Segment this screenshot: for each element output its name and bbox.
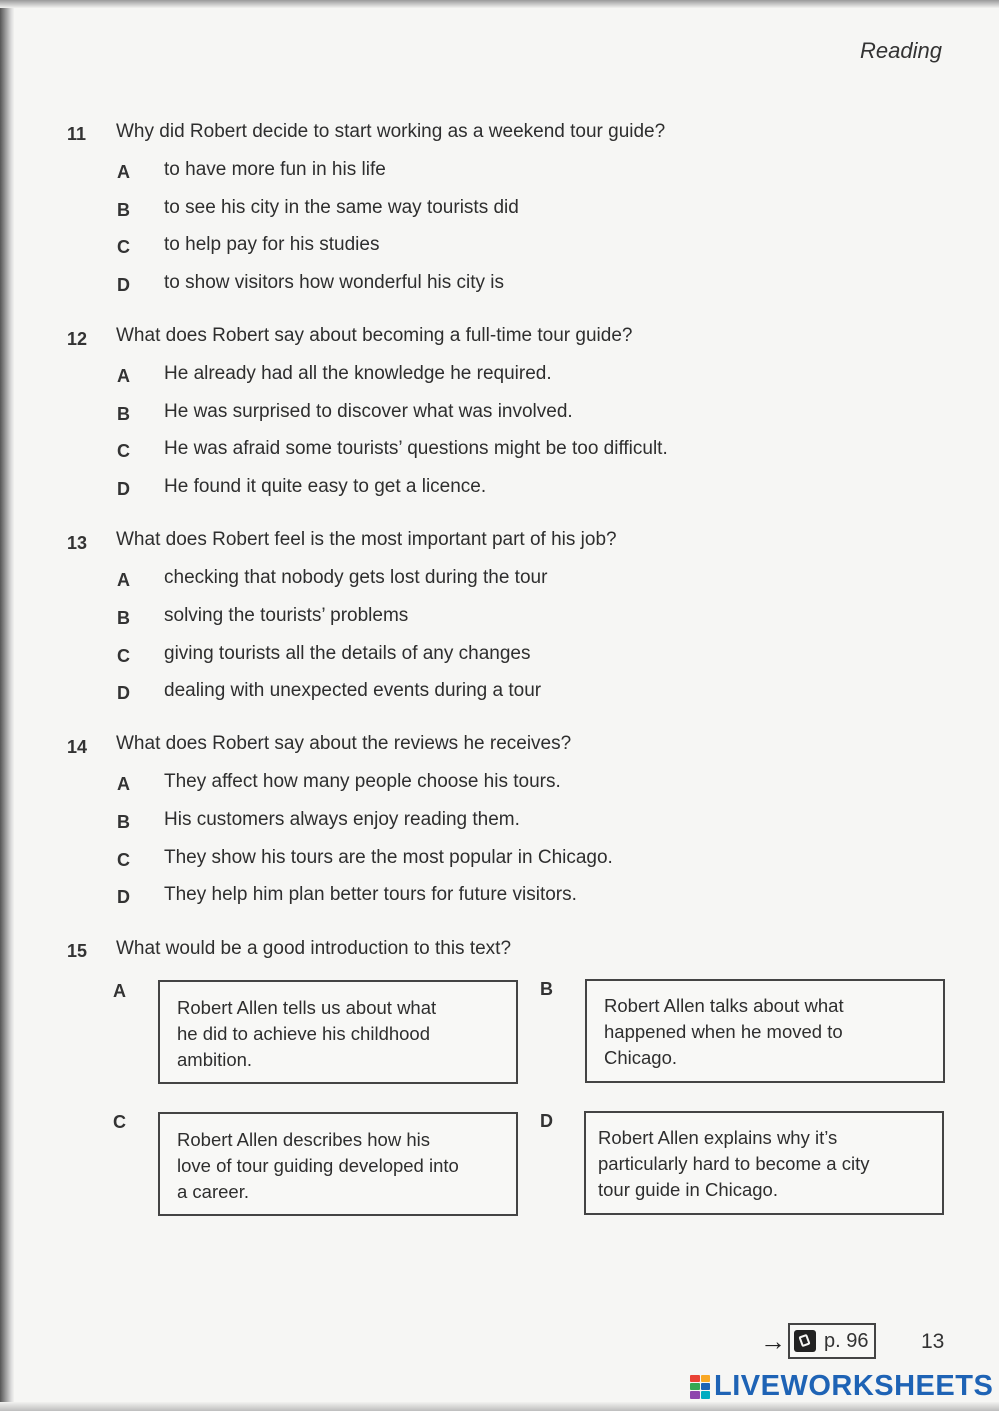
option-letter[interactable]: B [117,608,130,628]
option-text[interactable]: He was afraid some tourists’ questions might be too difficult. [164,438,668,459]
intro-box-d[interactable] [584,1111,944,1215]
intro-box-c[interactable] [158,1112,518,1216]
option-letter[interactable]: A [117,570,130,590]
book-icon [794,1330,816,1352]
option-letter[interactable]: D [117,887,130,907]
option-text[interactable]: to show visitors how wonderful his city is [164,272,505,293]
option-letter[interactable]: D [117,275,130,295]
intro-box-a[interactable] [158,980,518,1084]
option-letter[interactable]: C [117,850,130,870]
question-text: What does Robert say about becoming a full-time tour guide? [116,325,633,346]
option-text[interactable]: His customers always enjoy reading them. [164,809,520,830]
box-line: he did to achieve his childhood [177,1023,431,1044]
option-letter[interactable]: B [117,812,130,832]
option-letter[interactable]: A [117,366,130,386]
question-number: 13 [67,533,88,553]
option-letter[interactable]: A [117,162,130,182]
question-text: What would be a good introduction to this text? [116,938,512,959]
question-number: 11 [67,124,87,144]
box-letter[interactable]: C [113,1112,126,1132]
question-text: What does Robert feel is the most important part of his job? [116,529,617,550]
option-text[interactable]: He found it quite easy to get a licence. [164,476,487,497]
question-number: 14 [67,737,88,757]
option-letter[interactable]: B [117,200,130,220]
option-text[interactable]: to have more fun in his life [164,159,386,180]
option-text[interactable]: giving tourists all the details of any changes [164,643,531,664]
option-letter[interactable]: C [117,441,130,461]
reference-page: p. 96 [824,1329,869,1352]
option-text[interactable]: checking that nobody gets lost during the tour [164,567,548,588]
liveworksheets-logo-icon [690,1375,710,1399]
option-text[interactable]: They show his tours are the most popular in Chicago. [164,847,613,868]
option-text[interactable]: solving the tourists’ problems [164,605,409,626]
scan-shadow-top [0,0,999,8]
box-line: ambition. [177,1049,253,1070]
liveworksheets-brand[interactable] [690,1370,993,1403]
option-letter[interactable]: B [117,404,130,424]
option-text[interactable]: to see his city in the same way tourists did [164,197,519,218]
box-line: a career. [177,1181,249,1202]
option-letter[interactable]: A [117,774,130,794]
box-letter[interactable]: A [113,981,126,1001]
brand-name: LIVEWORKSHEETS [714,1370,994,1402]
box-line: Robert Allen talks about what [604,995,844,1016]
question-text: Why did Robert decide to start working as a weekend tour guide? [116,121,666,142]
scan-shadow-left [0,0,14,1411]
option-text[interactable]: dealing with unexpected events during a tour [164,680,542,701]
box-line: Robert Allen describes how his [177,1129,430,1150]
option-letter[interactable]: D [117,683,130,703]
box-line: Robert Allen tells us about what [177,997,437,1018]
intro-box-b[interactable] [585,979,945,1083]
section-header: Reading [860,38,942,63]
reference-box[interactable] [788,1323,876,1359]
option-text[interactable]: He already had all the knowledge he required. [164,363,552,384]
box-letter[interactable]: D [540,1111,553,1131]
option-letter[interactable]: C [117,237,130,257]
arrow-right-icon: → [760,1325,786,1356]
question-text: What does Robert say about the reviews he receives? [116,733,572,754]
option-text[interactable]: He was surprised to discover what was involved. [164,401,573,422]
box-line: love of tour guiding developed into [177,1155,459,1176]
box-line: happened when he moved to [604,1021,843,1042]
option-text[interactable]: to help pay for his studies [164,234,380,255]
option-letter[interactable]: D [117,479,130,499]
page-reference[interactable] [760,1323,876,1359]
scan-shadow-bottom [0,1402,999,1411]
box-line: particularly hard to become a city [598,1153,870,1174]
box-letter[interactable]: B [540,979,553,999]
option-letter[interactable]: C [117,646,130,666]
question-number: 12 [67,329,88,349]
box-line: Chicago. [604,1047,678,1068]
box-line: Robert Allen explains why it’s [598,1127,838,1148]
box-line: tour guide in Chicago. [598,1179,778,1200]
page-number: 13 [921,1330,945,1353]
question-number: 15 [67,941,88,961]
option-text[interactable]: They affect how many people choose his tours. [164,771,561,792]
option-text[interactable]: They help him plan better tours for future visitors. [164,884,577,905]
